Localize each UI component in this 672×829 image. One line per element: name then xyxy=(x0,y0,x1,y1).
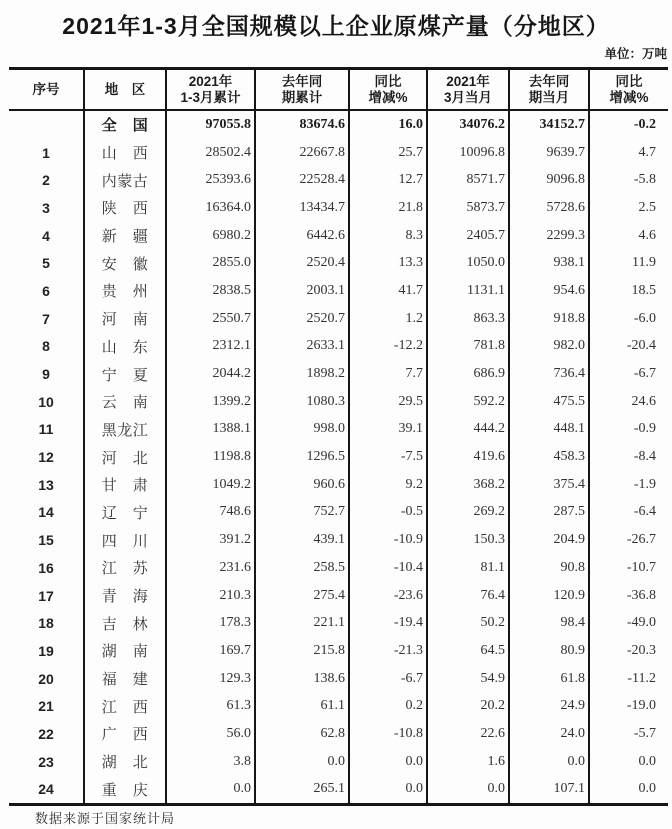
value-cell: 6980.2 xyxy=(167,222,256,250)
table-row xyxy=(9,360,668,388)
source-note: 数据来源于国家统计局 xyxy=(35,811,176,826)
value-cell: -0.5 xyxy=(350,499,428,527)
seq-cell: 13 xyxy=(9,471,85,499)
value-cell: 1131.1 xyxy=(428,277,510,305)
column-header xyxy=(167,70,256,109)
value-cell: -21.3 xyxy=(350,637,428,665)
seq-cell: 3 xyxy=(9,194,85,222)
value-cell: 12.7 xyxy=(350,166,428,194)
seq-cell: 23 xyxy=(9,748,85,776)
value-cell: 24.0 xyxy=(510,720,590,748)
value-cell: 269.2 xyxy=(428,499,510,527)
seq-cell: 6 xyxy=(9,277,85,305)
value-cell: 2855.0 xyxy=(167,249,256,277)
seq-cell: 19 xyxy=(9,637,85,665)
table-row xyxy=(9,637,668,665)
value-cell: 368.2 xyxy=(428,471,510,499)
value-cell: 1050.0 xyxy=(428,249,510,277)
column-header-line: 3月当月 xyxy=(443,89,492,105)
seq-cell: 16 xyxy=(9,554,85,582)
table-row xyxy=(9,166,668,194)
region-cell: 四 川 xyxy=(85,526,167,554)
value-cell: 61.3 xyxy=(167,692,256,720)
value-cell: 210.3 xyxy=(167,582,256,610)
value-cell: 81.1 xyxy=(428,554,510,582)
table-row xyxy=(9,194,668,222)
value-cell: 129.3 xyxy=(167,665,256,693)
column-header-line: 同比 xyxy=(374,73,402,89)
seq-cell: 5 xyxy=(9,249,85,277)
region-cell: 湖 南 xyxy=(85,637,167,665)
value-cell: 2838.5 xyxy=(167,277,256,305)
value-cell: 28502.4 xyxy=(167,139,256,167)
value-cell: 10096.8 xyxy=(428,139,510,167)
value-cell: 221.1 xyxy=(256,609,350,637)
value-cell: 16364.0 xyxy=(167,194,256,222)
value-cell: -20.3 xyxy=(626,642,656,658)
value-cell: 1399.2 xyxy=(167,388,256,416)
value-cell: 231.6 xyxy=(167,554,256,582)
value-cell: 22667.8 xyxy=(256,139,350,167)
table-row xyxy=(9,609,668,637)
value-cell: -8.4 xyxy=(633,449,656,465)
value-cell: -5.7 xyxy=(633,725,656,741)
table-row xyxy=(9,582,668,610)
value-cell: 80.9 xyxy=(510,637,590,665)
value-cell: 9096.8 xyxy=(510,166,590,194)
region-cell: 吉 林 xyxy=(85,609,167,637)
column-header xyxy=(9,70,85,109)
unit-label: 单位：万吨 xyxy=(604,47,667,61)
column-header-line: 同比 xyxy=(615,73,643,89)
value-cell: 150.3 xyxy=(428,526,510,554)
column-header xyxy=(428,70,510,109)
seq-cell: 7 xyxy=(9,305,85,333)
value-cell: 11.9 xyxy=(632,255,656,271)
column-header-line: 期累计 xyxy=(281,89,323,105)
value-cell: 5873.7 xyxy=(428,194,510,222)
value-cell: 39.1 xyxy=(350,416,428,444)
value-cell: 2550.7 xyxy=(167,305,256,333)
value-cell: 9639.7 xyxy=(510,139,590,167)
value-cell: 34076.2 xyxy=(428,111,510,139)
value-cell: 375.4 xyxy=(510,471,590,499)
region-cell: 安 徽 xyxy=(85,249,167,277)
value-cell: 2633.1 xyxy=(256,333,350,361)
value-cell: 419.6 xyxy=(428,443,510,471)
value-cell: 120.9 xyxy=(510,582,590,610)
value-cell: 752.7 xyxy=(256,499,350,527)
value-cell: 9.2 xyxy=(350,471,428,499)
value-cell: 29.5 xyxy=(350,388,428,416)
region-cell: 黑龙江 xyxy=(85,416,167,444)
value-cell: 0.0 xyxy=(638,753,656,769)
value-cell: 748.6 xyxy=(167,499,256,527)
value-cell: 2003.1 xyxy=(256,277,350,305)
region-cell: 青 海 xyxy=(85,582,167,610)
value-cell: 2299.3 xyxy=(510,222,590,250)
column-header xyxy=(590,70,668,109)
value-cell: 138.6 xyxy=(256,665,350,693)
value-cell: 4.6 xyxy=(638,227,656,243)
seq-cell: 10 xyxy=(9,388,85,416)
value-cell: 2.5 xyxy=(638,199,656,215)
table-row xyxy=(9,471,668,499)
table-row xyxy=(9,249,668,277)
value-cell: -1.9 xyxy=(633,476,656,492)
value-cell: 21.8 xyxy=(350,194,428,222)
value-cell: -12.2 xyxy=(350,333,428,361)
table-row xyxy=(9,776,668,804)
table-row xyxy=(9,388,668,416)
value-cell: 2312.1 xyxy=(167,333,256,361)
column-header-line: 1-3月累计 xyxy=(180,89,241,105)
value-cell: 1049.2 xyxy=(167,471,256,499)
table-row xyxy=(9,222,668,250)
value-cell: 13.3 xyxy=(350,249,428,277)
seq-cell: 17 xyxy=(9,582,85,610)
column-header xyxy=(85,70,167,109)
value-cell: 8571.7 xyxy=(428,166,510,194)
value-cell: 265.1 xyxy=(256,776,350,804)
seq-cell: 12 xyxy=(9,443,85,471)
value-cell: -49.0 xyxy=(626,615,656,631)
value-cell: 1198.8 xyxy=(167,443,256,471)
value-cell: 61.8 xyxy=(510,665,590,693)
value-cell: 954.6 xyxy=(510,277,590,305)
value-cell: 24.6 xyxy=(631,393,656,409)
value-cell: 204.9 xyxy=(510,526,590,554)
value-cell: 918.8 xyxy=(510,305,590,333)
value-cell: 169.7 xyxy=(167,637,256,665)
value-cell: 50.2 xyxy=(428,609,510,637)
value-cell: 1388.1 xyxy=(167,416,256,444)
value-cell: 391.2 xyxy=(167,526,256,554)
value-cell: 4.7 xyxy=(638,144,656,160)
seq-cell xyxy=(9,111,85,139)
value-cell: 54.9 xyxy=(428,665,510,693)
value-cell: 0.0 xyxy=(350,776,428,804)
value-cell: 982.0 xyxy=(510,333,590,361)
value-cell: 16.0 xyxy=(350,111,428,139)
value-cell: 960.6 xyxy=(256,471,350,499)
region-cell: 新 疆 xyxy=(85,222,167,250)
value-cell: 215.8 xyxy=(256,637,350,665)
region-cell: 云 南 xyxy=(85,388,167,416)
value-cell: -6.7 xyxy=(633,366,656,382)
seq-cell: 24 xyxy=(9,776,85,804)
value-cell: 0.0 xyxy=(167,776,256,804)
table-row xyxy=(9,748,668,776)
value-cell: 1898.2 xyxy=(256,360,350,388)
region-cell: 河 南 xyxy=(85,305,167,333)
value-cell: 998.0 xyxy=(256,416,350,444)
region-cell: 辽 宁 xyxy=(85,499,167,527)
column-header-line: 期当月 xyxy=(528,89,570,105)
seq-cell: 20 xyxy=(9,665,85,693)
region-cell: 福 建 xyxy=(85,665,167,693)
value-cell: -10.4 xyxy=(350,554,428,582)
table-body xyxy=(9,111,668,803)
value-cell: 2405.7 xyxy=(428,222,510,250)
value-cell: 6442.6 xyxy=(256,222,350,250)
value-cell: 107.1 xyxy=(510,776,590,804)
value-cell: -0.9 xyxy=(633,421,656,437)
region-cell: 内蒙古 xyxy=(85,166,167,194)
value-cell: 24.9 xyxy=(510,692,590,720)
value-cell: 22.6 xyxy=(428,720,510,748)
value-cell: 0.0 xyxy=(428,776,510,804)
region-cell: 江 苏 xyxy=(85,554,167,582)
value-cell: -7.5 xyxy=(350,443,428,471)
column-header-line: 2021年 xyxy=(188,73,233,89)
value-cell: 275.4 xyxy=(256,582,350,610)
table-row xyxy=(9,665,668,693)
value-cell: -6.0 xyxy=(633,310,656,326)
column-header xyxy=(510,70,590,109)
value-cell: -5.8 xyxy=(633,172,656,188)
region-cell: 贵 州 xyxy=(85,277,167,305)
value-cell: 781.8 xyxy=(428,333,510,361)
table-row xyxy=(9,416,668,444)
table-row xyxy=(9,554,668,582)
value-cell: 0.0 xyxy=(350,748,428,776)
value-cell: 25393.6 xyxy=(167,166,256,194)
page-title: 2021年1-3月全国规模以上企业原煤产量（分地区） xyxy=(62,13,610,39)
column-header-line: 增减% xyxy=(609,89,649,105)
seq-cell: 21 xyxy=(9,692,85,720)
value-cell: 20.2 xyxy=(428,692,510,720)
seq-cell: 11 xyxy=(9,416,85,444)
value-cell: 22528.4 xyxy=(256,166,350,194)
value-cell: 1.6 xyxy=(428,748,510,776)
region-cell: 陕 西 xyxy=(85,194,167,222)
value-cell: 83674.6 xyxy=(256,111,350,139)
value-cell: -19.0 xyxy=(626,698,656,714)
value-cell: 62.8 xyxy=(256,720,350,748)
column-header-line: 去年同 xyxy=(281,73,323,89)
value-cell: 1080.3 xyxy=(256,388,350,416)
value-cell: 1.2 xyxy=(350,305,428,333)
value-cell: 863.3 xyxy=(428,305,510,333)
value-cell: 938.1 xyxy=(510,249,590,277)
value-cell: -26.7 xyxy=(626,532,656,548)
region-cell: 山 东 xyxy=(85,333,167,361)
value-cell: 287.5 xyxy=(510,499,590,527)
value-cell: 13434.7 xyxy=(256,194,350,222)
value-cell: 2044.2 xyxy=(167,360,256,388)
value-cell: -6.4 xyxy=(633,504,656,520)
seq-cell: 22 xyxy=(9,720,85,748)
column-header-line: 序号 xyxy=(32,81,60,97)
value-cell: 444.2 xyxy=(428,416,510,444)
value-cell: -10.9 xyxy=(350,526,428,554)
value-cell: 448.1 xyxy=(510,416,590,444)
column-header xyxy=(350,70,428,109)
value-cell: 90.8 xyxy=(510,554,590,582)
value-cell: 458.3 xyxy=(510,443,590,471)
value-cell: 25.7 xyxy=(350,139,428,167)
value-cell: -36.8 xyxy=(626,587,656,603)
region-cell: 全 国 xyxy=(85,111,167,139)
region-cell: 河 北 xyxy=(85,443,167,471)
value-cell: 0.2 xyxy=(350,692,428,720)
value-cell: 41.7 xyxy=(350,277,428,305)
seq-cell: 14 xyxy=(9,499,85,527)
value-cell: -10.8 xyxy=(350,720,428,748)
table-row xyxy=(9,277,668,305)
value-cell: -23.6 xyxy=(350,582,428,610)
value-cell: 439.1 xyxy=(256,526,350,554)
table-row xyxy=(9,139,668,167)
value-cell: -10.7 xyxy=(626,559,656,575)
value-cell: 7.7 xyxy=(350,360,428,388)
value-cell: -0.2 xyxy=(633,116,656,132)
value-cell: 18.5 xyxy=(631,282,656,298)
seq-cell: 2 xyxy=(9,166,85,194)
table-header-row xyxy=(9,70,668,111)
region-cell: 宁 夏 xyxy=(85,360,167,388)
value-cell: -11.2 xyxy=(627,670,656,686)
seq-cell: 8 xyxy=(9,333,85,361)
value-cell: 592.2 xyxy=(428,388,510,416)
column-header-line: 地 区 xyxy=(104,81,146,97)
value-cell: -19.4 xyxy=(350,609,428,637)
value-cell: 56.0 xyxy=(167,720,256,748)
table-row xyxy=(9,333,668,361)
column-header-line: 增减% xyxy=(368,89,408,105)
value-cell: 686.9 xyxy=(428,360,510,388)
value-cell: 98.4 xyxy=(510,609,590,637)
seq-cell: 4 xyxy=(9,222,85,250)
value-cell: 2520.4 xyxy=(256,249,350,277)
value-cell: 34152.7 xyxy=(510,111,590,139)
value-cell: 3.8 xyxy=(167,748,256,776)
value-cell: 5728.6 xyxy=(510,194,590,222)
table-row xyxy=(9,111,668,139)
region-cell: 山 西 xyxy=(85,139,167,167)
value-cell: 2520.7 xyxy=(256,305,350,333)
value-cell: 0.0 xyxy=(510,748,590,776)
value-cell: 258.5 xyxy=(256,554,350,582)
value-cell: 475.5 xyxy=(510,388,590,416)
value-cell: 97055.8 xyxy=(167,111,256,139)
coal-output-table xyxy=(9,67,668,806)
value-cell: 0.0 xyxy=(256,748,350,776)
seq-cell: 1 xyxy=(9,139,85,167)
value-cell: 8.3 xyxy=(350,222,428,250)
value-cell: 76.4 xyxy=(428,582,510,610)
region-cell: 江 西 xyxy=(85,692,167,720)
region-cell: 湖 北 xyxy=(85,748,167,776)
seq-cell: 18 xyxy=(9,609,85,637)
region-cell: 重 庆 xyxy=(85,776,167,804)
region-cell: 甘 肃 xyxy=(85,471,167,499)
table-row xyxy=(9,443,668,471)
column-header xyxy=(256,70,350,109)
table-row xyxy=(9,720,668,748)
table-row xyxy=(9,692,668,720)
value-cell: -20.4 xyxy=(626,338,656,354)
table-row xyxy=(9,305,668,333)
value-cell: 178.3 xyxy=(167,609,256,637)
value-cell: 1296.5 xyxy=(256,443,350,471)
value-cell: 0.0 xyxy=(638,781,656,797)
table-row xyxy=(9,526,668,554)
column-header-line: 去年同 xyxy=(528,73,570,89)
region-cell: 广 西 xyxy=(85,720,167,748)
column-header-line: 2021年 xyxy=(446,73,490,89)
value-cell: 61.1 xyxy=(256,692,350,720)
table-row xyxy=(9,499,668,527)
value-cell: -6.7 xyxy=(350,665,428,693)
value-cell: 736.4 xyxy=(510,360,590,388)
seq-cell: 9 xyxy=(9,360,85,388)
value-cell: 64.5 xyxy=(428,637,510,665)
seq-cell: 15 xyxy=(9,526,85,554)
